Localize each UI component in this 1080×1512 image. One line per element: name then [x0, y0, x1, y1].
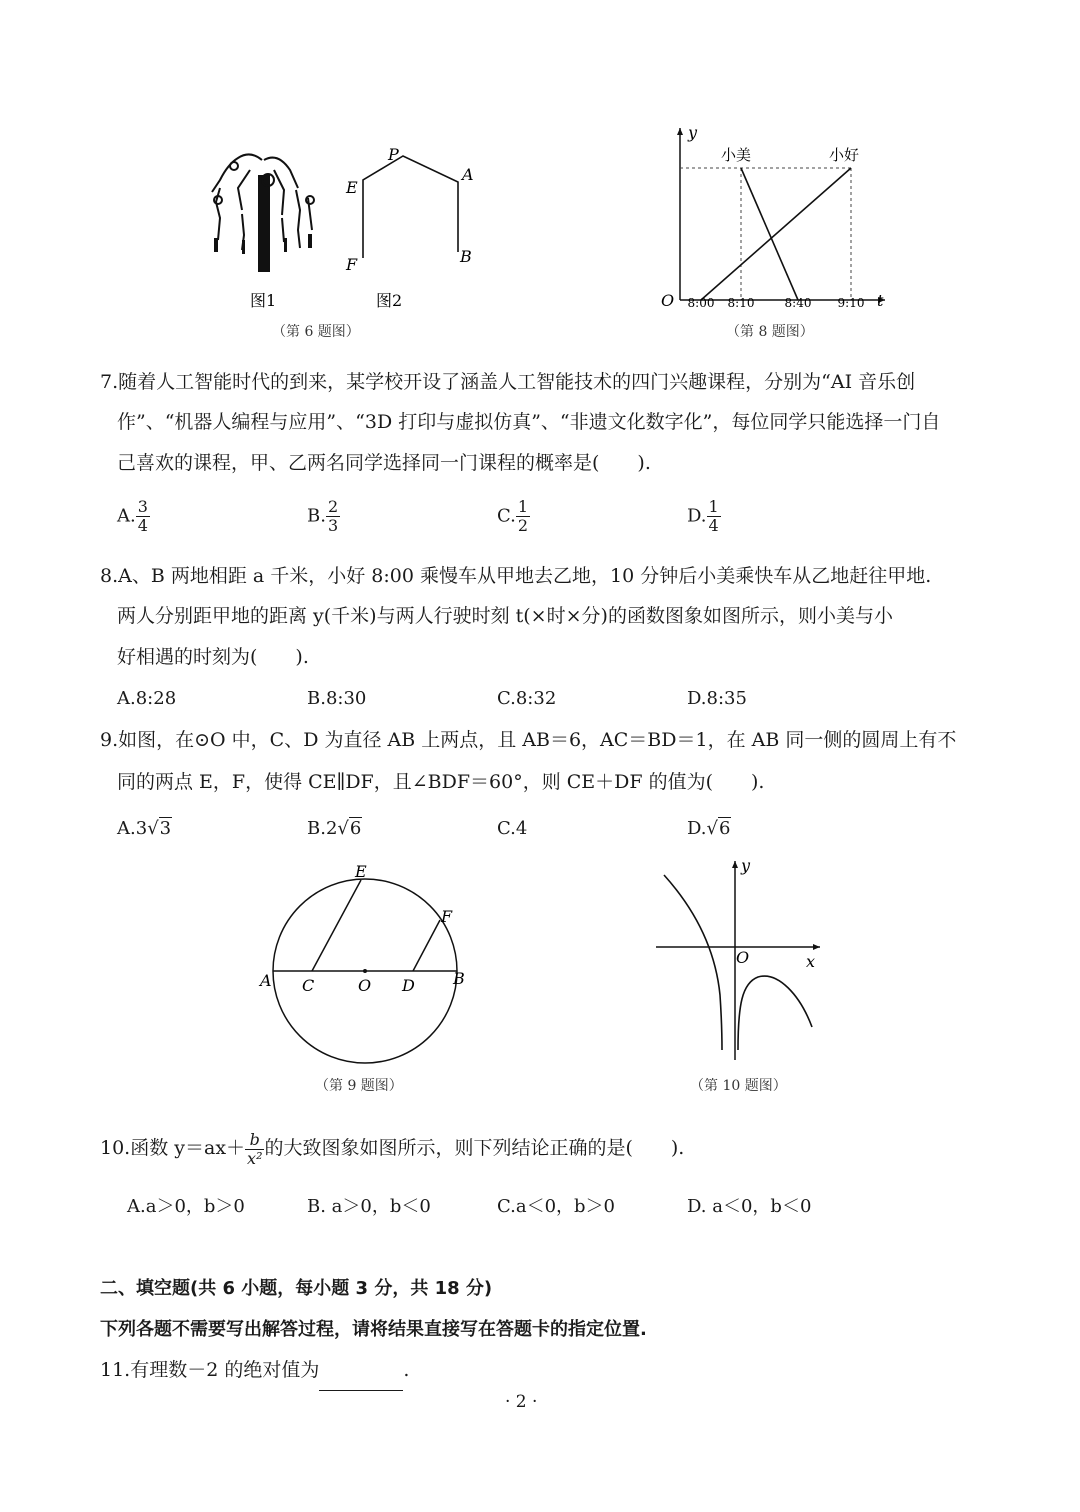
- figure-6-image-1: [212, 154, 314, 272]
- fraction: $\frac{1}{4}$: [708, 497, 719, 535]
- q7-line-2: 作”、“机器人编程与应用”、“3D 打印与虚拟仿真”、“非遗文化数字化”，每位同学只能选择一门自: [117, 411, 941, 433]
- fig6-label-E: E: [346, 178, 358, 197]
- fig9-label-B: B: [453, 969, 465, 988]
- q10-option-a[interactable]: A.a＞0，b＞0: [127, 1196, 245, 1217]
- fig9-segment-DF: [413, 920, 440, 971]
- section-2-instruction: 下列各题不需要写出解答过程，请将结果直接写在答题卡的指定位置.: [100, 1319, 647, 1340]
- option-label: B.: [307, 505, 326, 527]
- q7-line-1: 7.随着人工智能时代的到来，某学校开设了涵盖人工智能技术的四门兴趣课程，分别为“AI 音乐创: [100, 371, 916, 393]
- option-label: D.: [687, 505, 707, 527]
- fig9-segment-CE: [312, 880, 361, 971]
- q8-option-c[interactable]: C.8:32: [497, 688, 557, 709]
- q8-line-2: 两人分别距甲地的距离 y(千米)与两人行驶时刻 t(×时×分)的函数图象如图所示，则小美与小: [117, 605, 893, 627]
- q8-line-3: 好相遇的时刻为( ).: [117, 646, 309, 668]
- q9-line-1: 9.如图，在⊙O 中，C、D 为直径 AB 上两点，且 AB＝6，AC＝BD＝1，在 AB 同一侧的圆周上有不: [100, 729, 957, 751]
- q10-option-b[interactable]: B. a＞0，b＜0: [307, 1196, 431, 1217]
- figure-6-image-2: [363, 156, 458, 258]
- fig9-center-dot: [363, 969, 367, 973]
- q8-option-d[interactable]: D.8:35: [687, 688, 747, 709]
- fig8-series-label-xiaohao: 小好: [829, 146, 860, 164]
- q10-stem: 10.函数 y＝ax＋ $\frac{b}{\text{x²}}$ 的大致图象如图所示，则下列结论正确的是( ).: [100, 1129, 685, 1168]
- q9-line-2: 同的两点 E，F，使得 CE∥DF，且∠BDF＝60°，则 CE＋DF 的值为( ).: [117, 771, 765, 793]
- fig10-left-branch: [664, 875, 722, 1050]
- q7-option-a[interactable]: [117, 498, 150, 535]
- fig9-label-F: F: [441, 907, 453, 926]
- q8-line-1: 8.A、B 两地相距 a 千米，小好 8:00 乘慢车从甲地去乙地，10 分钟后小美乘快车从乙地赶往甲地.: [100, 565, 932, 587]
- fig8-tick-label: 9:10: [837, 296, 865, 310]
- q7-option-b[interactable]: [307, 498, 340, 535]
- fig8-y-label: y: [688, 123, 698, 142]
- option-label: C.: [497, 505, 516, 527]
- q10-option-d[interactable]: D. a＜0，b＜0: [687, 1196, 812, 1217]
- fig10-y-arrow: [732, 861, 738, 868]
- fraction: $\frac{1}{2}$: [517, 497, 529, 535]
- figure-10-diagram: [650, 855, 830, 1065]
- q9-option-d[interactable]: D.√6: [687, 818, 731, 839]
- fraction: $\frac{3}{4}$: [137, 497, 148, 535]
- fig8-tick-label: 8:00: [687, 296, 715, 310]
- fig9-label-E: E: [355, 862, 367, 881]
- q9-option-c[interactable]: C.4: [497, 818, 528, 839]
- fig2-label: 图2: [376, 291, 403, 310]
- fig8-series-label-xiaomei: 小美: [721, 146, 752, 164]
- figure-10-caption: （第 10 题图）: [690, 1078, 787, 1094]
- fig10-right-branch: [738, 976, 812, 1050]
- fig8-series-line: [741, 168, 798, 300]
- q8-option-b[interactable]: B.8:30: [307, 688, 367, 709]
- q11-stem: 11.有理数－2 的绝对值为 .: [100, 1350, 409, 1391]
- fig6-label-B: B: [460, 247, 472, 266]
- fig6-label-P: P: [388, 145, 399, 164]
- fig6-label-A: A: [462, 165, 474, 184]
- q7-option-c[interactable]: [497, 498, 530, 535]
- figure-6: [190, 130, 510, 315]
- section-2-title: 二、填空题(共 6 小题，每小题 3 分，共 18 分): [100, 1278, 493, 1299]
- fig9-label-O: O: [358, 976, 372, 995]
- fig8-origin-label: O: [661, 291, 675, 310]
- q9-option-a[interactable]: A.3√3: [117, 818, 172, 839]
- fig8-tick-label: 8:40: [784, 296, 812, 310]
- fig8-guides: [680, 168, 851, 300]
- q9-option-b[interactable]: B.2√6: [307, 818, 362, 839]
- q10-fraction: $\frac{b}{\text{x²}}$: [247, 1129, 263, 1168]
- fig10-x-arrow: [813, 944, 820, 950]
- q7-option-d[interactable]: [687, 498, 721, 535]
- fig8-tick-label: 8:10: [727, 296, 755, 310]
- fig10-y-label: y: [741, 856, 751, 875]
- figure-9-diagram: [255, 860, 480, 1065]
- figure-8-chart: [655, 122, 895, 317]
- q8-option-a[interactable]: A.8:28: [117, 688, 177, 709]
- fig6-label-F: F: [346, 255, 358, 274]
- fig1-label: 图1: [250, 291, 277, 310]
- option-label: A.: [117, 505, 136, 527]
- fig9-label-C: C: [302, 976, 315, 995]
- fraction: $\frac{2}{3}$: [327, 497, 339, 535]
- fig10-origin-label: O: [736, 948, 750, 967]
- fig9-label-A: A: [260, 971, 272, 990]
- fig8-series-line: [701, 168, 851, 300]
- fig9-label-D: D: [402, 976, 415, 995]
- figure-9-caption: （第 9 题图）: [315, 1078, 403, 1094]
- q11-answer-blank[interactable]: [319, 1368, 403, 1391]
- figure-6-caption: （第 6 题图）: [272, 324, 360, 340]
- figure-8-caption: （第 8 题图）: [726, 324, 814, 340]
- fig10-x-label: x: [806, 952, 816, 971]
- fig8-y-arrow: [677, 128, 683, 135]
- page-number: · 2 ·: [505, 1392, 538, 1412]
- fig8-t-label: t: [877, 291, 884, 310]
- q7-line-3: 己喜欢的课程，甲、乙两名同学选择同一门课程的概率是( ).: [117, 452, 651, 474]
- fig8-series: [701, 168, 851, 300]
- q10-option-c[interactable]: C.a＜0，b＞0: [497, 1196, 616, 1217]
